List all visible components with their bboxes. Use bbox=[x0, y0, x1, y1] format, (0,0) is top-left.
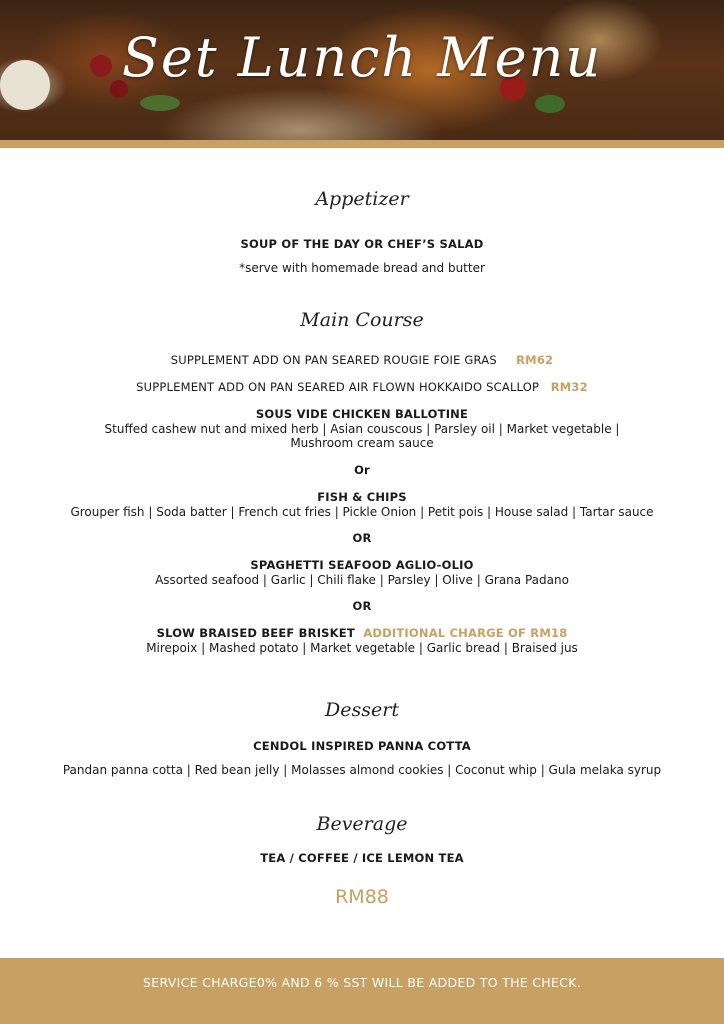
appetizer-note: *serve with homemade bread and butter bbox=[239, 261, 485, 275]
footer-banner bbox=[0, 958, 724, 1024]
supplement-price: RM32 bbox=[550, 380, 588, 394]
menu-title: Set Lunch Menu bbox=[121, 26, 603, 89]
dish-chicken-desc-2: Mushroom cream sauce bbox=[290, 436, 434, 450]
set-price: RM88 bbox=[335, 886, 389, 908]
dessert-item: CENDOL INSPIRED PANNA COTTA bbox=[253, 739, 471, 753]
dish-brisket-line bbox=[0, 626, 724, 640]
dish-spaghetti-desc: Assorted seafood | Garlic | Chili flake | Parsley | Olive | Grana Padano bbox=[155, 573, 569, 587]
gold-divider bbox=[0, 140, 724, 148]
service-charge-note: SERVICE CHARGE0% AND 6 % SST WILL BE ADDED TO THE CHECK. bbox=[143, 975, 581, 990]
supplement-label: SUPPLEMENT ADD ON PAN SEARED ROUGIE FOIE GRAS bbox=[170, 353, 497, 367]
dish-fish-desc: Grouper fish | Soda batter | French cut fries | Pickle Onion | Petit pois | House salad | Tartar sauce bbox=[70, 505, 654, 519]
main-course-heading: Main Course bbox=[300, 309, 424, 331]
herb-shape bbox=[535, 95, 565, 113]
beverage-item: TEA / COFFEE / ICE LEMON TEA bbox=[260, 851, 464, 865]
appetizer-item: SOUP OF THE DAY OR CHEF’S SALAD bbox=[240, 237, 484, 251]
herb-shape bbox=[140, 95, 180, 111]
supplement-scallop bbox=[0, 380, 724, 394]
additional-charge: ADDITIONAL CHARGE OF RM18 bbox=[363, 626, 568, 640]
separator-or: OR bbox=[352, 531, 372, 545]
dish-brisket-desc: Mirepoix | Mashed potato | Market vegetable | Garlic bread | Braised jus bbox=[146, 641, 578, 655]
appetizer-heading: Appetizer bbox=[315, 188, 409, 210]
dessert-desc: Pandan panna cotta | Red bean jelly | Molasses almond cookies | Coconut whip | Gula melaka syrup bbox=[62, 763, 662, 777]
dessert-heading: Dessert bbox=[325, 699, 399, 721]
dish-spaghetti-name: SPAGHETTI SEAFOOD AGLIO-OLIO bbox=[250, 558, 474, 572]
separator-or: Or bbox=[354, 463, 370, 477]
dish-chicken-desc-1: Stuffed cashew nut and mixed herb | Asian couscous | Parsley oil | Market vegetable | bbox=[104, 422, 620, 436]
supplement-label: SUPPLEMENT ADD ON PAN SEARED AIR FLOWN HOKKAIDO SCALLOP bbox=[136, 380, 540, 394]
beverage-heading: Beverage bbox=[316, 813, 408, 835]
dish-brisket-name: SLOW BRAISED BEEF BRISKET bbox=[156, 626, 355, 640]
supplement-foie-gras bbox=[0, 353, 724, 367]
header-banner bbox=[0, 0, 724, 140]
supplement-price: RM62 bbox=[516, 353, 554, 367]
separator-or: OR bbox=[352, 599, 372, 613]
dish-chicken-name: SOUS VIDE CHICKEN BALLOTINE bbox=[255, 407, 469, 421]
dish-fish-name: FISH & CHIPS bbox=[317, 490, 407, 504]
